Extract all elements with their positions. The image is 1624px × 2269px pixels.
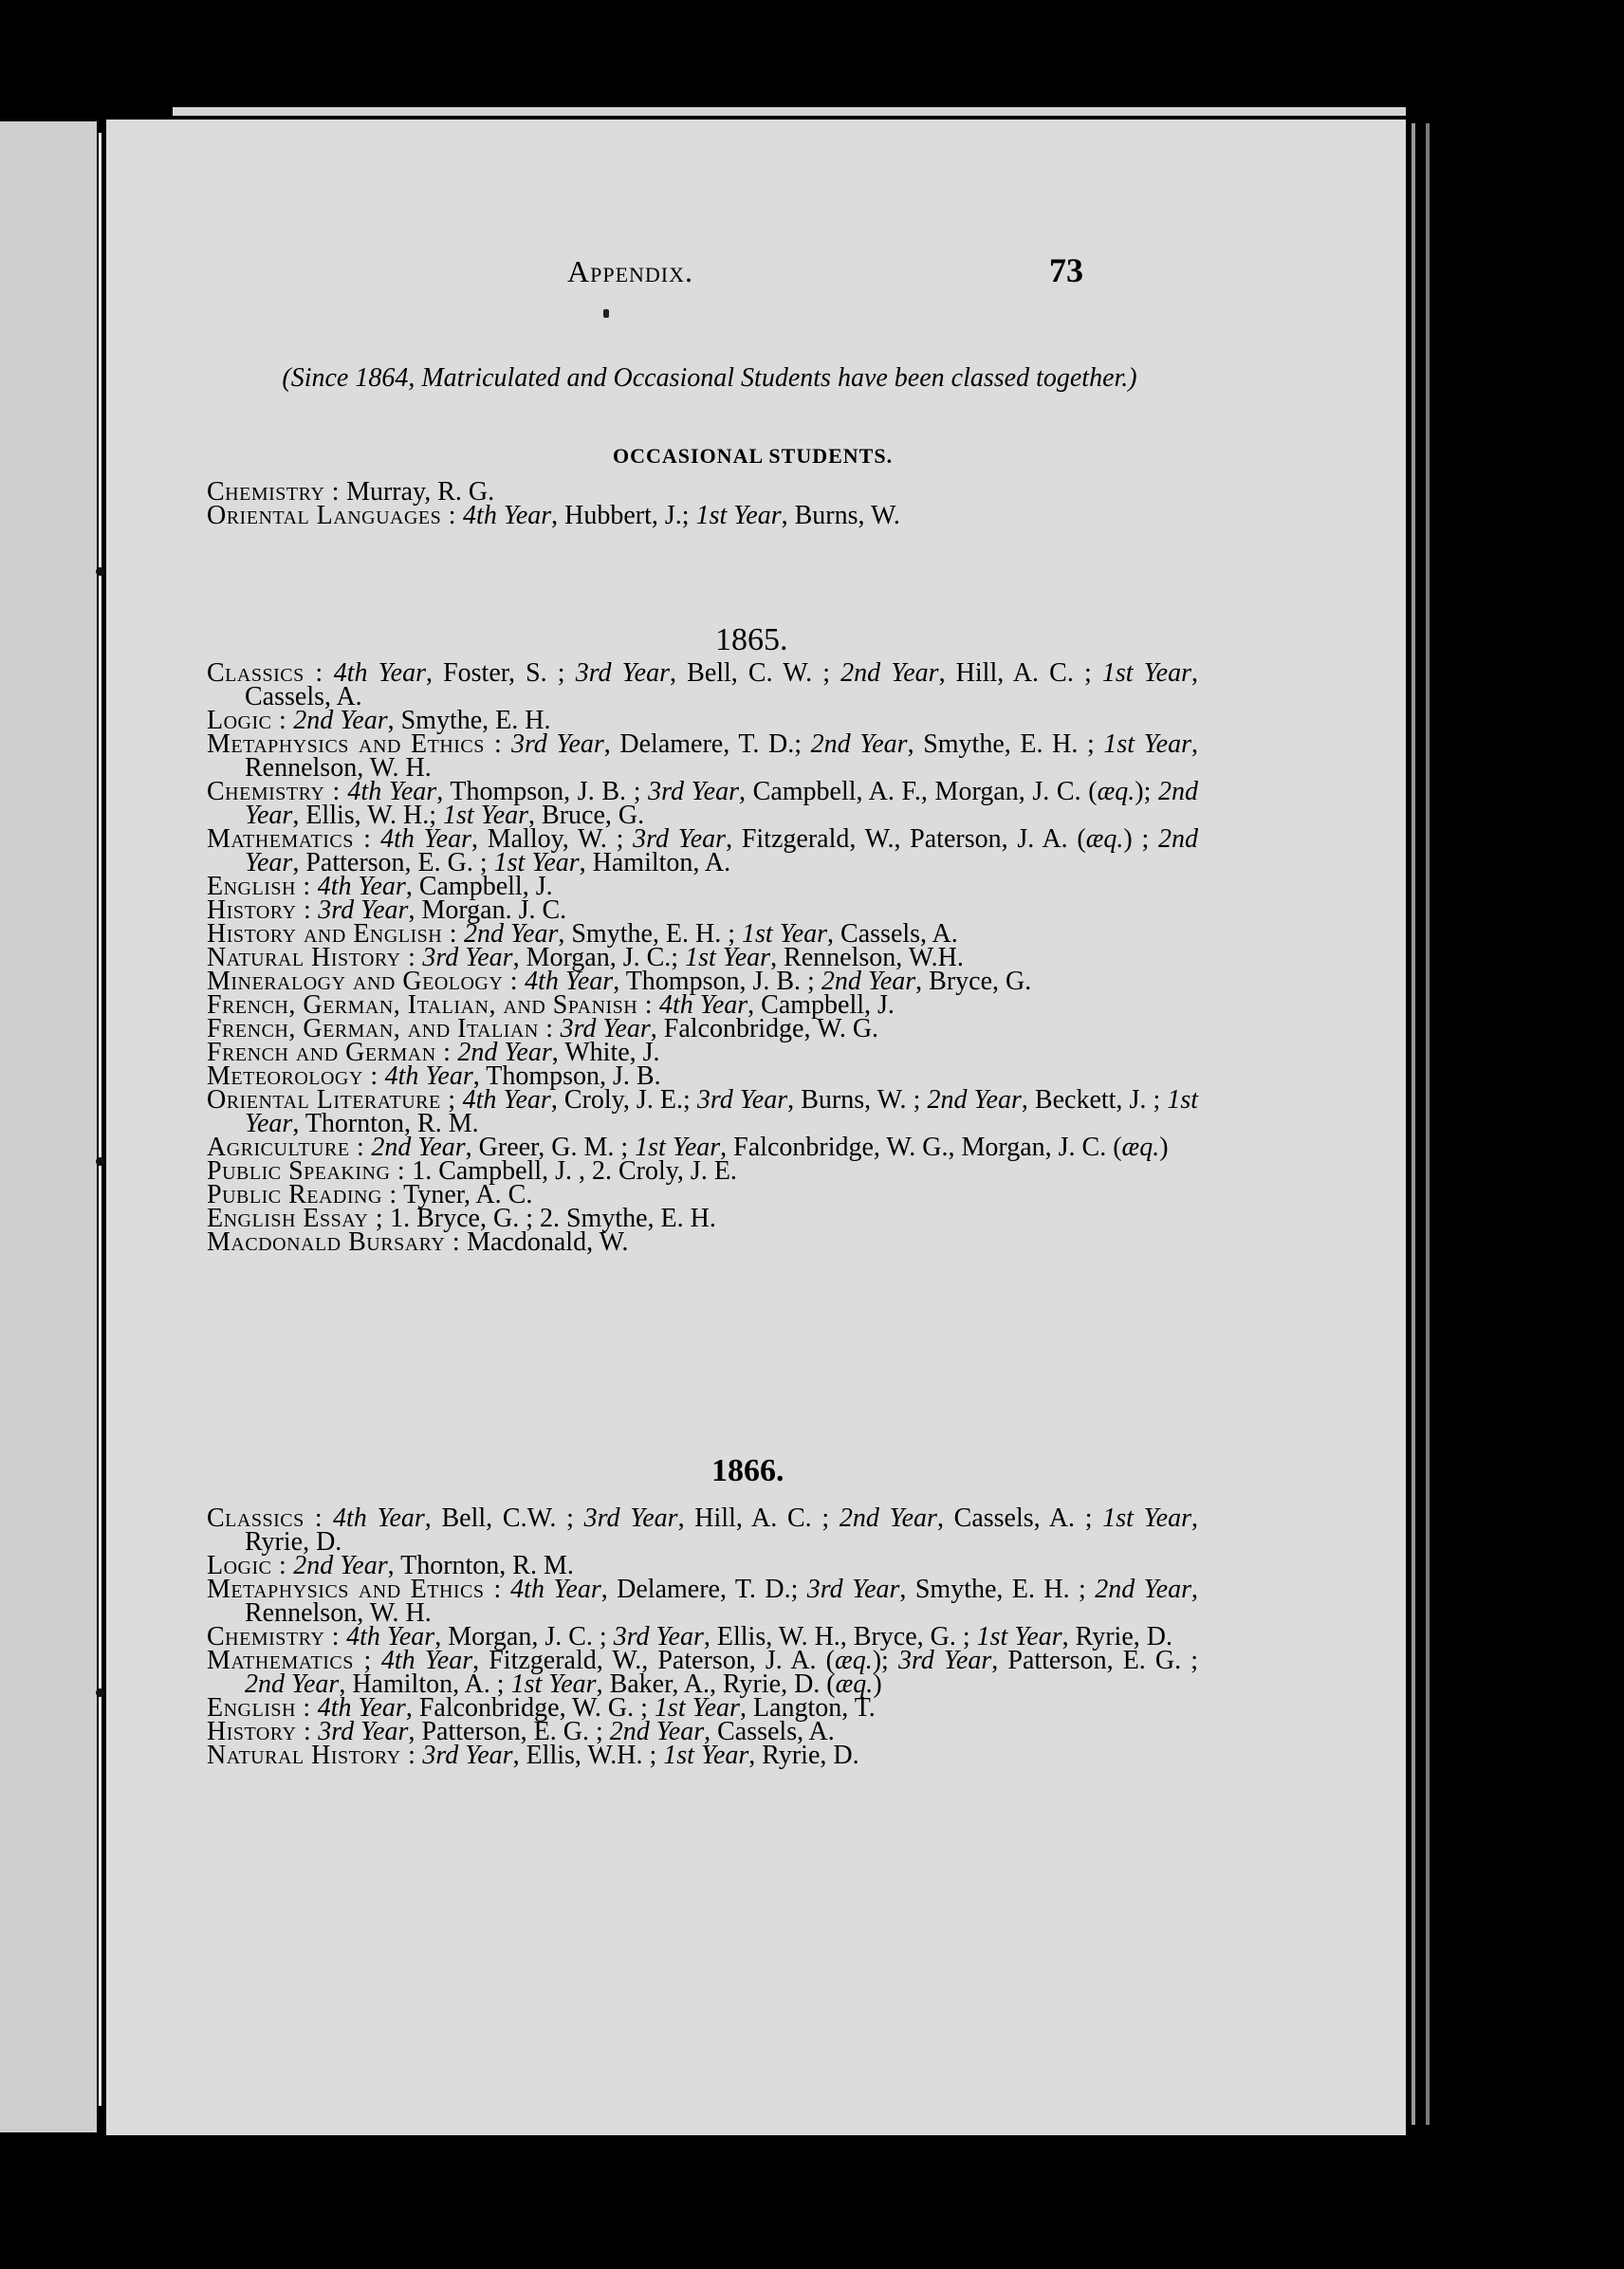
- entry-text: , Thornton, R. M.: [387, 1551, 574, 1580]
- entry-line: [207, 1503, 1199, 1557]
- subject-label: Oriental Literature ;: [207, 1085, 456, 1115]
- entry-text: , Cassels, A.: [704, 1717, 835, 1746]
- entry-text: , Cassels, A. ;: [936, 1503, 1103, 1533]
- entry-text: , Campbell, J.: [747, 990, 895, 1020]
- year-label: 1st Year: [1102, 1503, 1192, 1533]
- entry-text: , Beckett, J. ;: [1021, 1085, 1168, 1115]
- subject-label: English :: [207, 872, 311, 901]
- entry-text: , Smythe, E. H. ;: [907, 729, 1104, 759]
- entry-text: [456, 501, 463, 530]
- subject-label: Chemistry :: [207, 477, 341, 507]
- entry-text: ): [873, 1669, 882, 1699]
- entry-text: , Hill, A. C. ;: [677, 1503, 840, 1533]
- entry-text: , Hamilton, A.: [579, 848, 731, 877]
- binding-stitch: [96, 567, 104, 576]
- entry-text: , Burns, W. ;: [787, 1085, 928, 1115]
- entry-text: , Fitzgerald, W., Paterson, J. A. (: [726, 824, 1086, 854]
- year-label: 4th Year: [347, 777, 437, 806]
- subject-label: English Essay ;: [207, 1204, 384, 1233]
- year-label: 2nd Year: [293, 1551, 388, 1580]
- binding-thread: [99, 133, 102, 2106]
- subject-label: Logic :: [207, 706, 287, 735]
- year-label: 2nd Year: [245, 1669, 340, 1699]
- year-label: 1st Year: [635, 1133, 721, 1162]
- subject-label: Chemistry :: [207, 777, 341, 806]
- year-label: 1st Year: [1103, 729, 1191, 759]
- subject-label: Public Speaking :: [207, 1156, 406, 1186]
- subject-label: Natural History :: [207, 943, 416, 972]
- year-label: 3rd Year: [583, 1503, 678, 1533]
- year-label: æq.: [1121, 1133, 1160, 1162]
- subject-label: French and German :: [207, 1038, 452, 1067]
- entry-text: , Thompson, J. B.: [472, 1061, 661, 1091]
- entry-text: , Bruce, G.: [528, 801, 645, 830]
- year-label: æq.: [1097, 777, 1135, 806]
- entry-text: , Ellis, W. H.;: [292, 801, 444, 830]
- year-label: 1st Year: [493, 848, 580, 877]
- year-label: 1st Year: [695, 501, 782, 530]
- entry-text: , Bell, C. W. ;: [670, 658, 841, 688]
- year-label: 3rd Year: [510, 729, 604, 759]
- entry-line: [207, 1646, 1199, 1699]
- entry-text: , Hill, A. C. ;: [938, 658, 1102, 688]
- subject-label: Classics :: [207, 1503, 323, 1533]
- entry-text: , Bell, C.W. ;: [424, 1503, 584, 1533]
- subject-label: Natural History :: [207, 1741, 416, 1770]
- year-label: 4th Year: [510, 1575, 601, 1604]
- year-label: 2nd Year: [810, 729, 908, 759]
- entry-text: , Smythe, E. H. ;: [558, 919, 743, 949]
- year-label: 4th Year: [462, 1085, 551, 1115]
- entry-text: Tyner, A. C.: [397, 1180, 533, 1209]
- classification-note: (Since 1864, Matriculated and Occasional Students have been classed together.): [282, 363, 1137, 393]
- binding-stitch: [96, 1157, 104, 1166]
- entry-text: , Ellis, W. H., Bryce, G. ;: [703, 1622, 977, 1651]
- entry-text: , Langton, T.: [739, 1693, 876, 1723]
- year-heading-1866: 1866.: [711, 1453, 784, 1488]
- entry-line: [207, 1085, 1199, 1138]
- subject-label: History and English :: [207, 919, 458, 949]
- year-label: 3rd Year: [613, 1622, 704, 1651]
- entry-text: , Burns, W.: [781, 501, 900, 530]
- entry-text: , Rennelson, W.H.: [770, 943, 964, 972]
- entry-text: ) ;: [1123, 824, 1159, 854]
- entry-text: , Campbell, A. F., Morgan, J. C. (: [739, 777, 1098, 806]
- entry-text: , Patterson, E. G. ;: [292, 848, 494, 877]
- entry-line: [207, 658, 1199, 711]
- entry-text: ): [1159, 1133, 1169, 1162]
- entry-line: [207, 1575, 1199, 1628]
- entry-text: , Ryrie, D.: [245, 1503, 1199, 1557]
- year-label: 2nd Year: [840, 658, 939, 688]
- entry-text: , White, J.: [551, 1038, 660, 1067]
- subject-label: Agriculture :: [207, 1133, 365, 1162]
- year-label: 4th Year: [659, 990, 748, 1020]
- subject-label: Public Reading :: [207, 1180, 397, 1209]
- year-label: 3rd Year: [318, 895, 409, 925]
- facing-page-edge: [0, 121, 97, 2132]
- year-label: 2nd Year: [609, 1717, 705, 1746]
- year-label: 2nd Year: [821, 967, 916, 996]
- year-label: 2nd Year: [927, 1085, 1022, 1115]
- entry-text: , Foster, S. ;: [425, 658, 576, 688]
- entry-text: , Ryrie, D.: [1061, 1622, 1172, 1651]
- subject-label: Mathematics ;: [207, 1646, 372, 1675]
- year-label: 3rd Year: [575, 658, 671, 688]
- year-label: 1st Year: [1101, 658, 1192, 688]
- year-label: æq.: [835, 1669, 874, 1699]
- year-label: 4th Year: [380, 1646, 473, 1675]
- year-label: 2nd Year: [245, 777, 1199, 830]
- entry-text: , Bryce, G.: [915, 967, 1032, 996]
- entry-text: , Malloy, W. ;: [471, 824, 634, 854]
- entries-1865: [207, 658, 1199, 1257]
- entry-text: , Patterson, E. G. ;: [991, 1646, 1199, 1675]
- ink-speck: [603, 309, 609, 318]
- subject-label: Oriental Languages :: [207, 501, 457, 530]
- year-label: 4th Year: [346, 1622, 435, 1651]
- running-head: Appendix.: [567, 254, 694, 288]
- binding-stitch: [96, 1688, 104, 1697]
- year-label: 4th Year: [317, 872, 406, 901]
- year-label: æq.: [1085, 824, 1124, 854]
- subject-label: Logic :: [207, 1551, 287, 1580]
- entry-text: );: [1135, 777, 1159, 806]
- year-label: æq.: [835, 1646, 873, 1675]
- year-label: 4th Year: [332, 1503, 425, 1533]
- year-label: 4th Year: [333, 658, 426, 688]
- entry-line: [207, 729, 1198, 783]
- subject-label: Metaphysics and Ethics :: [207, 1575, 502, 1604]
- entry-text: Murray, R. G.: [340, 477, 495, 507]
- entry-text: 1. Campbell, J. , 2. Croly, J. E.: [405, 1156, 737, 1186]
- entries-1866: [207, 1503, 1199, 1770]
- year-label: 3rd Year: [696, 1085, 788, 1115]
- entry-text: [502, 729, 511, 759]
- scan-top-bar: [173, 107, 1406, 116]
- year-label: 3rd Year: [318, 1717, 409, 1746]
- entry-text: , Cassels, A.: [827, 919, 958, 949]
- entry-text: , Falconbridge, W. G., Morgan, J. C. (: [720, 1133, 1122, 1162]
- year-label: 3rd Year: [422, 1741, 513, 1770]
- year-label: 2nd Year: [245, 824, 1199, 877]
- entry-text: , Morgan, J. C.;: [512, 943, 686, 972]
- year-label: 3rd Year: [560, 1014, 651, 1043]
- entry-text: , Thompson, J. B. ;: [613, 967, 821, 996]
- year-label: 2nd Year: [293, 706, 388, 735]
- entry-text: , Thornton, R. M.: [292, 1109, 479, 1138]
- entry-text: , Delamere, T. D.;: [603, 729, 811, 759]
- year-label: 4th Year: [317, 1693, 406, 1723]
- year-heading-1865: 1865.: [715, 622, 788, 657]
- entry-text: , Smythe, E. H.: [387, 706, 551, 735]
- subject-label: Chemistry :: [207, 1622, 341, 1651]
- subject-label: French, German, and Italian :: [207, 1014, 554, 1043]
- year-label: 3rd Year: [806, 1575, 900, 1604]
- year-label: 1st Year: [663, 1741, 749, 1770]
- entry-text: , Thompson, J. B. ;: [436, 777, 649, 806]
- year-label: 2nd Year: [457, 1038, 552, 1067]
- page-edge-line: [1426, 123, 1430, 2125]
- subject-label: Macdonald Bursary :: [207, 1227, 461, 1257]
- entry-text: , Baker, A., Ryrie, D. (: [596, 1669, 836, 1699]
- year-label: 4th Year: [463, 501, 552, 530]
- subject-label: Meteorology :: [207, 1061, 378, 1091]
- year-label: 2nd Year: [464, 919, 559, 949]
- year-label: 1st Year: [742, 919, 828, 949]
- entry-line: [207, 824, 1199, 877]
- year-label: 3rd Year: [897, 1646, 992, 1675]
- year-label: 4th Year: [525, 967, 614, 996]
- year-label: 1st Year: [443, 801, 529, 830]
- entry-text: , Ellis, W.H. ;: [512, 1741, 664, 1770]
- year-label: 1st Year: [654, 1693, 740, 1723]
- year-label: 2nd Year: [1095, 1575, 1192, 1604]
- occasional-entries: [207, 477, 1198, 530]
- year-label: 2nd Year: [839, 1503, 937, 1533]
- entry-text: , Fitzgerald, W., Paterson, J. A. (: [472, 1646, 836, 1675]
- subject-label: English :: [207, 1693, 311, 1723]
- entry-text: 1. Bryce, G. ; 2. Smythe, E. H.: [383, 1204, 716, 1233]
- year-label: 4th Year: [384, 1061, 473, 1091]
- entry-text: , Cassels, A.: [245, 658, 1199, 711]
- entry-text: Macdonald, W.: [460, 1227, 629, 1257]
- entry-line: [207, 1227, 1198, 1257]
- entry-text: , Campbell, J.: [405, 872, 553, 901]
- occasional-students-heading: OCCASIONAL STUDENTS.: [613, 444, 894, 468]
- subject-label: French, German, Italian, and Spanish :: [207, 990, 654, 1020]
- year-label: 3rd Year: [633, 824, 727, 854]
- entry-line: [207, 777, 1199, 830]
- page-number: 73: [1049, 251, 1083, 289]
- entry-text: , Falconbridge, W. G. ;: [405, 1693, 655, 1723]
- entry-text: , Smythe, E. H. ;: [899, 1575, 1096, 1604]
- entry-text: , Hubbert, J.;: [551, 501, 696, 530]
- entry-text: , Rennelson, W. H.: [245, 1575, 1199, 1628]
- subject-label: History :: [207, 895, 312, 925]
- entry-text: , Morgan, J. C. ;: [434, 1622, 614, 1651]
- page-edge-line: [1412, 123, 1415, 2125]
- year-label: 4th Year: [380, 824, 471, 854]
- entry-text: , Delamere, T. D.;: [600, 1575, 807, 1604]
- entry-text: , Falconbridge, W. G.: [650, 1014, 879, 1043]
- year-label: 1st Year: [245, 1085, 1199, 1138]
- subject-label: Metaphysics and Ethics :: [207, 729, 503, 759]
- entry-text: , Croly, J. E.;: [550, 1085, 697, 1115]
- entry-text: , Morgan. J. C.: [408, 895, 567, 925]
- subject-label: History :: [207, 1717, 312, 1746]
- subject-label: Classics :: [207, 658, 323, 688]
- year-label: 1st Year: [510, 1669, 597, 1699]
- year-label: 3rd Year: [422, 943, 513, 972]
- entry-text: , Rennelson, W. H.: [245, 729, 1198, 783]
- subject-label: Mineralogy and Geology :: [207, 967, 519, 996]
- year-label: 1st Year: [976, 1622, 1062, 1651]
- entry-text: [502, 1575, 510, 1604]
- year-label: 1st Year: [685, 943, 771, 972]
- subject-label: Mathematics :: [207, 824, 372, 854]
- entry-text: );: [872, 1646, 898, 1675]
- entry-text: , Greer, G. M. ;: [465, 1133, 636, 1162]
- year-label: 3rd Year: [648, 777, 740, 806]
- entry-text: , Hamilton, A. ;: [339, 1669, 511, 1699]
- entry-line: [207, 501, 1198, 530]
- entry-text: , Patterson, E. G. ;: [408, 1717, 610, 1746]
- year-label: 2nd Year: [371, 1133, 466, 1162]
- entry-text: , Ryrie, D.: [748, 1741, 859, 1770]
- entry-line: [207, 1741, 1198, 1770]
